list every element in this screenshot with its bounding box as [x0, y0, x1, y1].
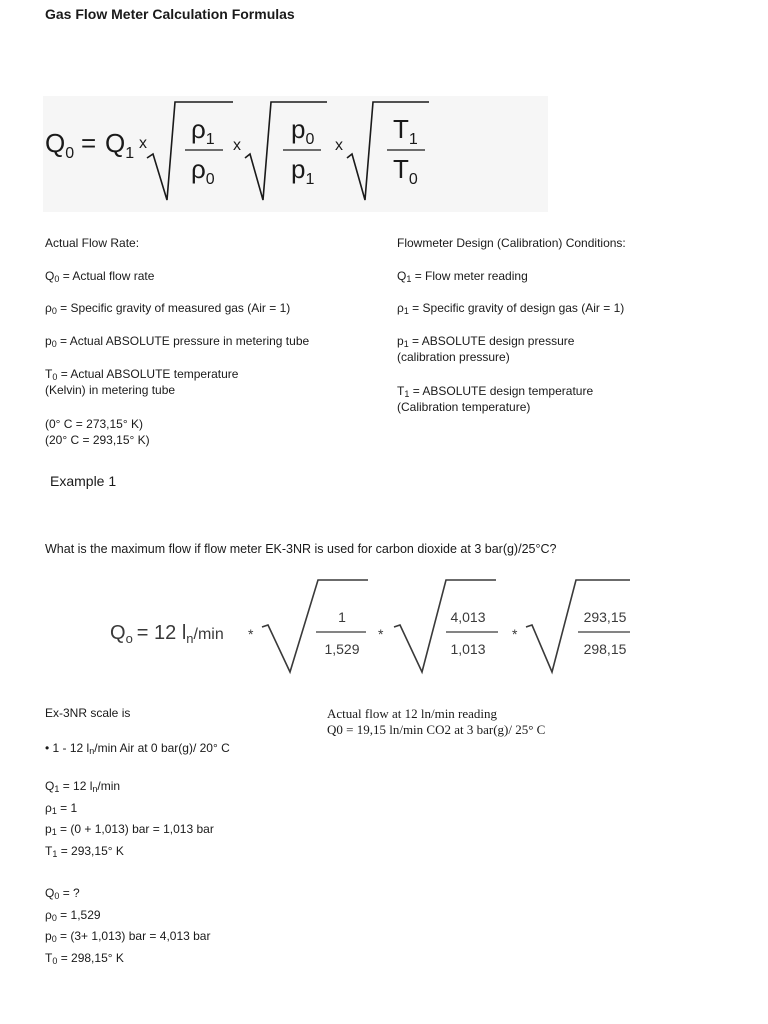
- example-f2-den: 1,013: [450, 641, 486, 657]
- formula-lhs: $Q_0$: [45, 128, 75, 162]
- example-f3-den: 298,15: [583, 641, 627, 657]
- example-radical-1: [262, 580, 368, 672]
- formula-q1: $Q_1$: [105, 128, 135, 162]
- design-t1: $T_1 = 293,15^\circ$ K: [45, 843, 124, 859]
- example-lhs: $Q_o = 12$ $l_n^{/min}$: [110, 622, 224, 646]
- kelvin-note: (0° C = 273,15° K) (20° C = 293,15° K): [45, 417, 150, 447]
- design-q1: $Q_1 = 12$ $l_n/\min$: [45, 779, 121, 794]
- example-radical-3: [526, 580, 630, 672]
- radical-2: [245, 102, 327, 200]
- formula-times-3: x: [335, 137, 343, 154]
- example-f1-den: 1,529: [324, 641, 360, 657]
- example-question: What is the maximum flow if flow meter EK-3NR is used for carbon dioxide at 3 bar(g)/25°C?: [45, 542, 557, 556]
- scale-label: Ex-3NR scale is: [45, 706, 131, 720]
- frac2-num: $p_0$: [291, 114, 315, 148]
- design-values: [45, 776, 214, 862]
- formula-times-2: x: [233, 137, 241, 154]
- frac1-den: $\rho_0$: [191, 154, 215, 188]
- result-line-1: Actual flow at 12 ln/min reading: [327, 706, 498, 721]
- example-star-2: *: [378, 626, 384, 642]
- actual-rho0: $\rho_0 = 1,529$: [45, 907, 101, 923]
- actual-t0: $T_0 = 298,15^\circ$ K: [45, 950, 124, 966]
- actual-p0: $p_0 = (3+ 1,013)$ bar = 4,013 bar: [45, 929, 211, 944]
- def-t0: $T_0$ = Actual ABSOLUTE temperature (Kelvin) in metering tube: [45, 367, 239, 397]
- actual-q0: $Q_0$ = ?: [45, 886, 80, 901]
- formula-times-1: x: [139, 135, 147, 152]
- example-star-1: *: [248, 626, 254, 642]
- actual-flow-heading: Actual Flow Rate:: [45, 236, 140, 250]
- def-p1: $p_1$ = ABSOLUTE design pressure (calibration pressure): [397, 334, 575, 364]
- example-f1-num: 1: [338, 609, 346, 625]
- frac2-den: $p_1$: [291, 154, 315, 188]
- frac1-num: $\rho_1$: [191, 114, 215, 148]
- def-p0: $p_0$ = Actual ABSOLUTE pressure in metering tube: [45, 334, 310, 349]
- result-line-2: Q0 = 19,15 ln/min CO2 at 3 bar(g)/ 25° C: [327, 722, 546, 737]
- example-star-3: *: [512, 626, 518, 642]
- example-f2-num: 4,013: [450, 609, 486, 625]
- def-q1: $Q_1$ = Flow meter reading: [397, 269, 528, 284]
- radical-1: [147, 102, 233, 200]
- scale-bullet: • 1 - 12 $l_n/\min$ Air at 0 bar(g)/ 20° C: [45, 741, 230, 756]
- result-note: [327, 706, 545, 738]
- example-f3-num: 293,15: [583, 609, 627, 625]
- page-title: Gas Flow Meter Calculation Formulas: [45, 6, 295, 22]
- design-rho1: $\rho_1 = 1$: [45, 800, 78, 816]
- formula-equals: =: [81, 128, 97, 158]
- design-conditions-heading: Flowmeter Design (Calibration) Conditions:: [397, 236, 626, 250]
- def-t1: $T_1$ = ABSOLUTE design temperature (Calibration temperature): [397, 384, 594, 414]
- frac3-num: $T_1$: [393, 114, 418, 148]
- example-formula-graphic: [100, 575, 660, 685]
- frac3-den: $T_0$: [393, 154, 418, 188]
- def-rho0: $\rho_0$ = Specific gravity of measured gas (Air = 1): [45, 301, 291, 316]
- example-formula: [100, 575, 660, 685]
- def-q0: $Q_0$ = Actual flow rate: [45, 269, 155, 284]
- main-formula-graphic: [43, 96, 548, 212]
- actual-values: [45, 883, 210, 969]
- example-title: Example 1: [50, 473, 117, 489]
- example-radical-2: [394, 580, 496, 672]
- main-formula: [43, 96, 548, 212]
- def-rho1: $\rho_1$ = Specific gravity of design gas (Air = 1): [397, 301, 625, 316]
- design-p1: $p_1 = (0 + 1,013)$ bar = 1,013 bar: [45, 822, 214, 837]
